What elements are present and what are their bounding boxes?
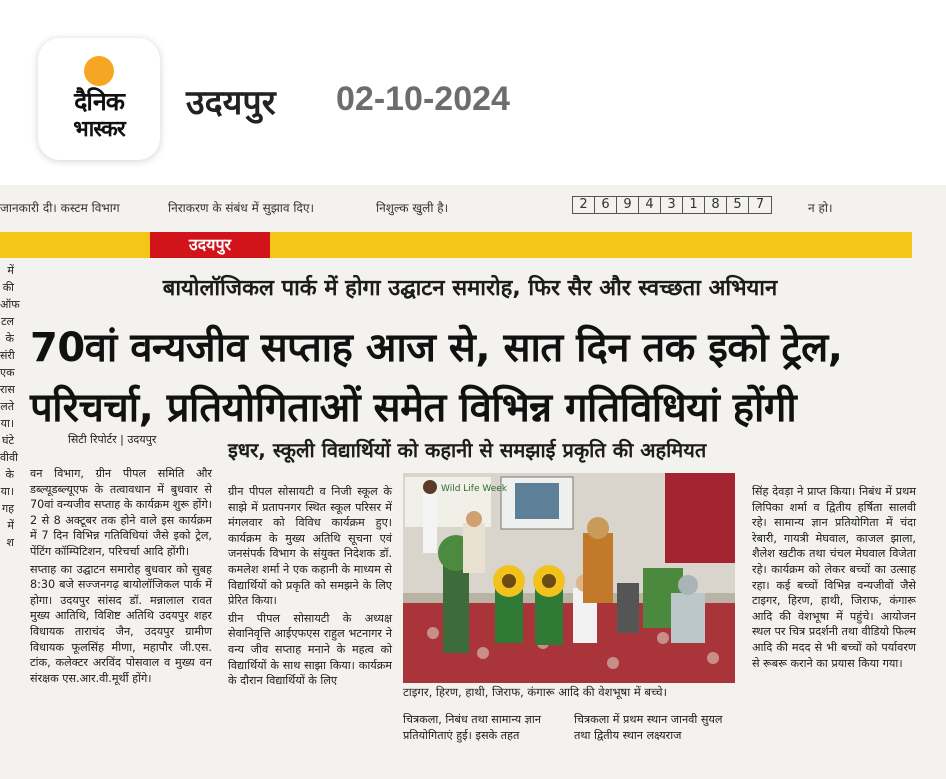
left-column-word: या। [0, 485, 14, 498]
left-column-word: के [5, 332, 14, 345]
main-headline-line2: परिचर्चा, प्रतियोगिताओं समेत विभिन्न गतिविधियां होंगी [30, 385, 797, 431]
article-column-2 [228, 484, 392, 748]
number-cell: 8 [705, 197, 727, 213]
edition-date: 02-10-2024 [336, 80, 510, 118]
left-column-word: के [5, 468, 14, 481]
left-column-word: श [6, 536, 14, 549]
article-continuation-b: चित्रकला में प्रथम स्थान जानवी सुयल तथा द्वितीय स्थान लक्ष्यराज [574, 713, 723, 742]
number-cell: 4 [639, 197, 661, 213]
number-cell: 7 [755, 197, 765, 212]
left-column-word: की [2, 281, 14, 294]
left-column-word: रास [0, 383, 15, 396]
left-column-word: या। [0, 417, 14, 430]
edition-city: उदयपुर [186, 83, 276, 123]
paragraph: ग्रीन पीपल सोसायटी के अध्यक्ष सेवानिवृत्ति आईएफएस राहुल भटनागर ने वन्य जीव सप्ताह मनाने के महत्व को विद्यार्थियों के साथ साझा किया। कार्यक्रम के दौरान विद्यार्थियों के लिए [228, 611, 392, 688]
left-column-word: में [7, 264, 14, 277]
children-in-costumes-photo [403, 473, 735, 683]
dainik-bhaskar-logo[interactable] [38, 38, 160, 160]
kicker-headline: बायोलॉजिकल पार्क में होगा उद्घाटन समारोह, फिर सैर और स्वच्छता अभियान [162, 276, 778, 301]
paragraph: सप्ताह का उद्घाटन समारोह बुधवार को सुबह 8:30 बजे सज्जनगढ़ बायोलॉजिकल पार्क में होगा। उदयपुर सांसद डॉ. मन्नालाल रावत मुख्य आतिथि, विशिष्ट अतिथि उदयपुर शहर विधायक ताराचंद जैन, उदयपुर ग्रामीण विधायक फूलसिंह मीणा, महापौर जी.एस. टांक, कलेक्टर अरविंद पोसवाल व मुख्य वन संरक्षक एस.आर.वी.मूर्थी होंगे। [30, 562, 212, 685]
left-column-word: वीवी [0, 451, 18, 464]
number-cell: 5 [727, 197, 749, 213]
article-column-1 [30, 466, 212, 748]
number-cell: 6 [595, 197, 617, 213]
strip-text-1: जानकारी दी। कस्टम विभाग [0, 201, 120, 215]
strip-text-4: न हो। [808, 201, 833, 215]
number-cell: 2 [573, 197, 595, 213]
previous-article-strip [0, 196, 946, 220]
left-column-word: टल [0, 315, 14, 328]
paragraph: वन विभाग, ग्रीन पीपल समिति और डब्ल्यूडब्ल्यूएफ के तत्वावधान में बुधवार से 70वां वन्यजीव सप्ताह के कार्यक्रम शुरू होंगे। 2 से 8 अक्टूबर तक होने वाले इस कार्यक्रम में 7 दिन विभिन्न गतिविधियां जैसे इको ट्रेल, पेंटिंग कॉम्पिटिशन, परिचर्चा आदि होंगी। [30, 467, 212, 558]
article-continuation-a: चित्रकला, निबंध तथा सामान्य ज्ञान प्रतियोगिताएं हुई। इसके तहत [403, 713, 541, 742]
strip-text-2: निराकरण के संबंध में सुझाव दिए। [168, 201, 315, 215]
paragraph: ग्रीन पीपल सोसायटी व निजी स्कूल के साझे में प्रतापनगर स्थित स्कूल परिसर में मंगलवार को विविध कार्यक्रम हुए। कार्यक्रम के मुख्य अतिथि सूचना एवं जनसंपर्क विभाग के संयुक्त निदेशक डॉ. कमलेश शर्मा ने एक कहानी के माध्यम से विद्यार्थियों को प्रकृति को समझने के लिए प्रेरित किया। [228, 485, 392, 608]
section-band [0, 232, 912, 258]
number-cell: 1 [683, 197, 705, 213]
logo-line1: दैनिक [74, 87, 124, 116]
left-column-word: में [7, 519, 14, 532]
sun-icon [84, 56, 114, 86]
article-column-3 [752, 484, 916, 748]
logo-line2: भास्कर [73, 117, 125, 142]
byline: सिटी रिपोर्टर | उदयपुर [68, 433, 157, 446]
app-header [0, 0, 946, 185]
section-tag: उदयपुर [150, 232, 270, 258]
photo-caption: टाइगर, हिरण, हाथी, जिराफ, कंगारू आदि की वेशभूषा में बच्चे। [403, 685, 667, 699]
paragraph: सिंह देवड़ा ने प्राप्त किया। निबंध में प्रथम लिपिका शर्मा व द्वितीय हर्षिता सालवी रहे। सामान्य ज्ञान प्रतियोगिता में चंदा रेबारी, गायत्री मेघवाल, काजल झाला, शैलेश खटीक तथा चंचल मेघवाल विजेता रहे। कार्यक्रम को लेकर बच्चों का उत्साह रहा। कई बच्चों विभिन्न वन्यजीवों जैसे टाइगर, हिरण, हाथी, जिराफ, कंगारू आदि की वेशभूषा में पहुंचे। आयोजन स्थल पर चित्र प्रदर्शनी तथा वीडियो फिल्म आदि की मदद से भी बच्चों को पर्यावरण से रूबरू कराने का प्रयास किया गया। [752, 485, 916, 670]
left-column-word: संरी [0, 349, 15, 362]
number-cell: 9 [617, 197, 639, 213]
left-column-word: एक [0, 366, 15, 379]
news-photo [403, 473, 735, 683]
main-headline-line1: 70वां वन्यजीव सप्ताह आज से, सात दिन तक इको ट्रेल, [30, 325, 843, 371]
left-column-fragment [0, 262, 20, 702]
number-grid [572, 196, 772, 214]
strip-text-3: निशुल्क खुली है। [376, 201, 449, 215]
number-cell: 3 [661, 197, 683, 213]
left-column-word: लते [0, 400, 14, 413]
sub-headline: इधर, स्कूली विद्यार्थियों को कहानी से समझाई प्रकृति की अहमियत [228, 438, 707, 462]
left-column-word: ऑफ [0, 298, 20, 311]
banner-text: Wild Life Week [441, 484, 508, 494]
left-column-word: गह [1, 502, 14, 515]
left-column-word: घंटे [1, 434, 14, 447]
